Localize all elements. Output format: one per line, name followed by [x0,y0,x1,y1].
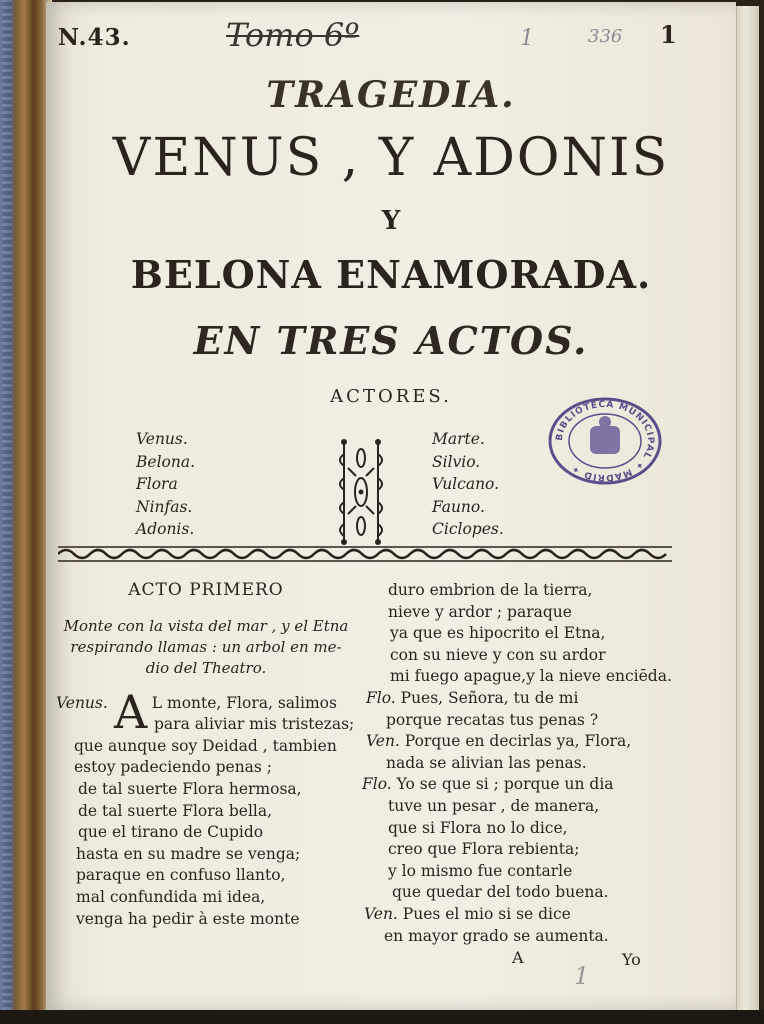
stage-direction [56,616,356,679]
pencil-mark: 1 [520,26,534,51]
drop-cap: A [114,684,148,739]
stamp-text: BIBLIOTECA MUNICIPAL ✦ MADRID ✦ [554,399,656,483]
verse-line: paraque en confuso llanto, [76,866,286,885]
verse-line: que el tirano de Cupido [78,823,264,842]
cast-member: Vulcano. [432,475,500,493]
cast-member: Marte. [432,430,485,448]
speaker-label: Flo. [366,688,396,707]
cast-member: Fauno. [432,497,485,516]
verse-line: que quedar del todo buena. [392,883,609,902]
cast-member: Ninfas. [136,497,193,516]
verse-line: duro embrion de la tierra, [388,581,593,599]
bottom-shadow [0,1010,764,1024]
verse-line: de tal suerte Flora hermosa, [78,779,302,798]
verse-line: y lo mismo fue contarle [388,861,573,880]
cast-member: Silvio. [432,452,481,471]
verse-line: que aunque soy Deidad , tambien [74,736,337,755]
page-number: 1 [660,20,677,49]
pencil-mark: 1 [574,962,590,990]
stage-line: respirando llamas : un arbol en me- [70,637,342,656]
title-conjunction: Y [381,206,401,236]
cast-member: Adonis. [136,520,195,538]
book-spine [0,0,52,1024]
cast-heading: ACTORES. [330,386,452,407]
cast-member: Belona. [136,452,196,471]
speaker-label: Ven. [364,904,398,923]
cast-member: Venus. [136,430,188,448]
verse-line: con su nieve y con su ardor [390,645,606,664]
item-number: N.43. [58,24,131,51]
verse-line: mal confundida mi idea, [76,887,266,906]
verse-line: creo que Flora rebienta; [388,840,580,859]
verse-line: de tal suerte Flora bella, [78,801,273,820]
stage-line: Monte con la vista del mar , y el Etna [63,616,349,635]
left-text-column [56,580,356,930]
handwritten-volume-note: Tomo 6º [226,16,360,54]
acts-count-title: EN TRES ACTOS. [193,318,589,363]
verse-line: Flo. Yo se que si ; porque un dia [362,775,614,794]
cast-member: Ciclopes. [432,520,504,538]
genre-title: TRAGEDIA. [266,74,516,116]
verse-line: L monte, Flora, salimos [151,693,337,712]
verse-line: porque recatas tus penas ? [386,710,599,729]
catchword: Yo [622,950,641,969]
stage-line: dio del Theatro. [145,658,267,677]
verse-line: venga ha pedir à este monte [76,909,300,928]
verse-line: Ven. Porque en decirlas ya, Flora, [366,732,632,751]
library-stamp [546,396,664,486]
verse-line: para aliviar mis tristezas; [154,715,355,734]
verse-line: hasta en su madre se venga; [76,844,301,863]
cast-member: Flora [136,475,178,493]
verse-line: que si Flora no lo dice, [388,818,568,837]
verse-line: Flo. Pues, Señora, tu de mi [366,688,579,707]
verse-line: ya que es hipocrito el Etna, [390,624,606,643]
signature-mark: A [512,948,524,967]
floral-ornament-icon [332,438,390,546]
cast-list-right [432,428,504,541]
speaker-label: Ven. [366,732,400,751]
speaker-label: Flo. [362,775,392,794]
cast-list-left [136,428,195,541]
verse-line: nieve y ardor ; paraque [388,602,572,621]
opening-speech [56,684,356,931]
right-text-column [362,580,682,947]
decorative-border-rule [58,545,672,563]
verse-line: en mayor grado se aumenta. [384,926,609,945]
subtitle: BELONA ENAMORADA. [130,252,652,297]
verse-line: mi fuego apague,y la nieve enciēda. [390,667,672,686]
verse-line: nada se alivian las penas. [386,753,587,772]
verse-line: Ven. Pues el mio si se dice [364,904,571,923]
verse-line: estoy padeciendo penas ; [74,758,273,777]
act-heading: ACTO PRIMERO [128,580,284,600]
main-title: VENUS , Y ADONIS [112,128,670,188]
page-edge [736,6,759,1010]
speaker-label: Venus. [56,693,108,712]
pencil-folio-number: 336 [588,26,623,47]
verse-line: tuve un pesar , de manera, [388,796,600,815]
